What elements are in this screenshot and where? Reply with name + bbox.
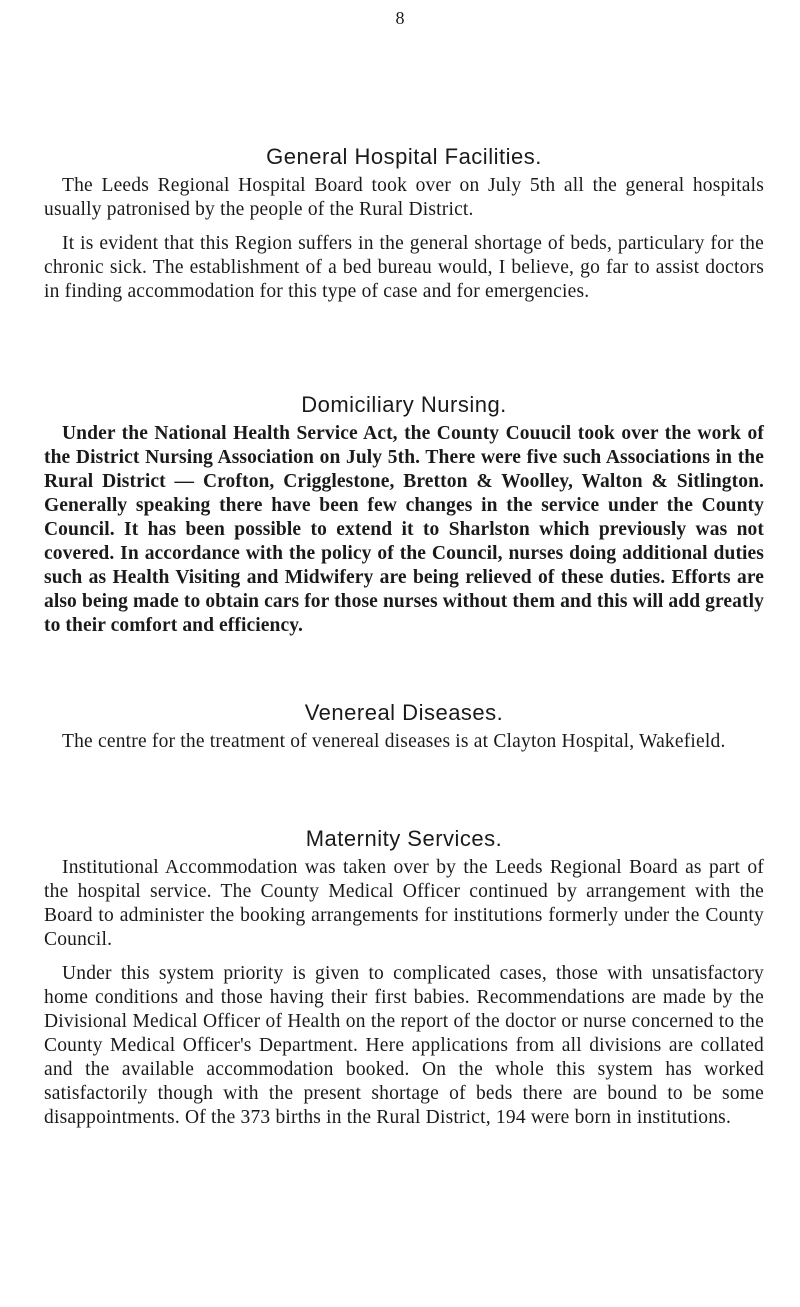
paragraph: The centre for the treatment of venereal diseases is at Clayton Hospital, Wakefield. [62, 731, 726, 752]
paragraph: It is evident that this Region suffers in the general shortage of beds, particulary for the chronic sick. The establishment of a bed bureau would, I believe, go far to assist doctors in finding accommodation for this type of case and for emergencies. [44, 233, 764, 302]
heading-venereal-diseases: Venereal Diseases. [304, 700, 504, 725]
paragraph: Institutional Accommodation was taken over by the Leeds Regional Board as part of the hospital service. The County Medical Officer continued by arrangement with the Board to administer the booking arrangements for institutions formerly under the County Council. [44, 857, 764, 950]
paragraph: The Leeds Regional Hospital Board took over on July 5th all the general hospitals usually patronised by the people of the Rural District. [44, 175, 764, 220]
heading-domiciliary-nursing: Domiciliary Nursing. [301, 392, 507, 417]
heading-maternity-services: Maternity Services. [305, 826, 503, 851]
paragraph: Under this system priority is given to complicated cases, those with unsatisfactory home conditions and those having their first babies. Recommendations are made by the Divisional Medical Officer of Health on the report of the doctor or nurse concerned to the County Medical Officer's Department. Here applications from all divisions are collated and the available accommodation booked. On the whole this system has worked satisfactorily though with the present shortage of beds there are bound to be some disappointments. Of the 373 births in the Rural District, 194 were born in institutions. [44, 963, 764, 1128]
paragraph: Under the National Health Service Act, the County Couucil took over the work of the District Nursing Association on July 5th. There were five such Associations in the Rural District — Crofton, Crigglestone, Bretton & Woolley, Walton & Sitlington. Generally speaking there have been few changes in the service under the County Council. It has been possible to extend it to Sharlston which previously was not covered. In accordance with the policy of the Council, nurses doing additional duties such as Health Visiting and Midwifery are being relieved of these duties. Efforts are also being made to obtain cars for those nurses without them and this will add greatly to their comfort and efficiency. [44, 423, 764, 636]
heading-general-hospital-facilities: General Hospital Facilities. [266, 144, 542, 169]
page-number: 8 [395, 8, 405, 28]
section-general-hospital-facilities [44, 144, 764, 314]
section-maternity-services [44, 826, 764, 1140]
section-venereal-diseases [44, 700, 764, 764]
section-domiciliary-nursing [44, 392, 764, 648]
